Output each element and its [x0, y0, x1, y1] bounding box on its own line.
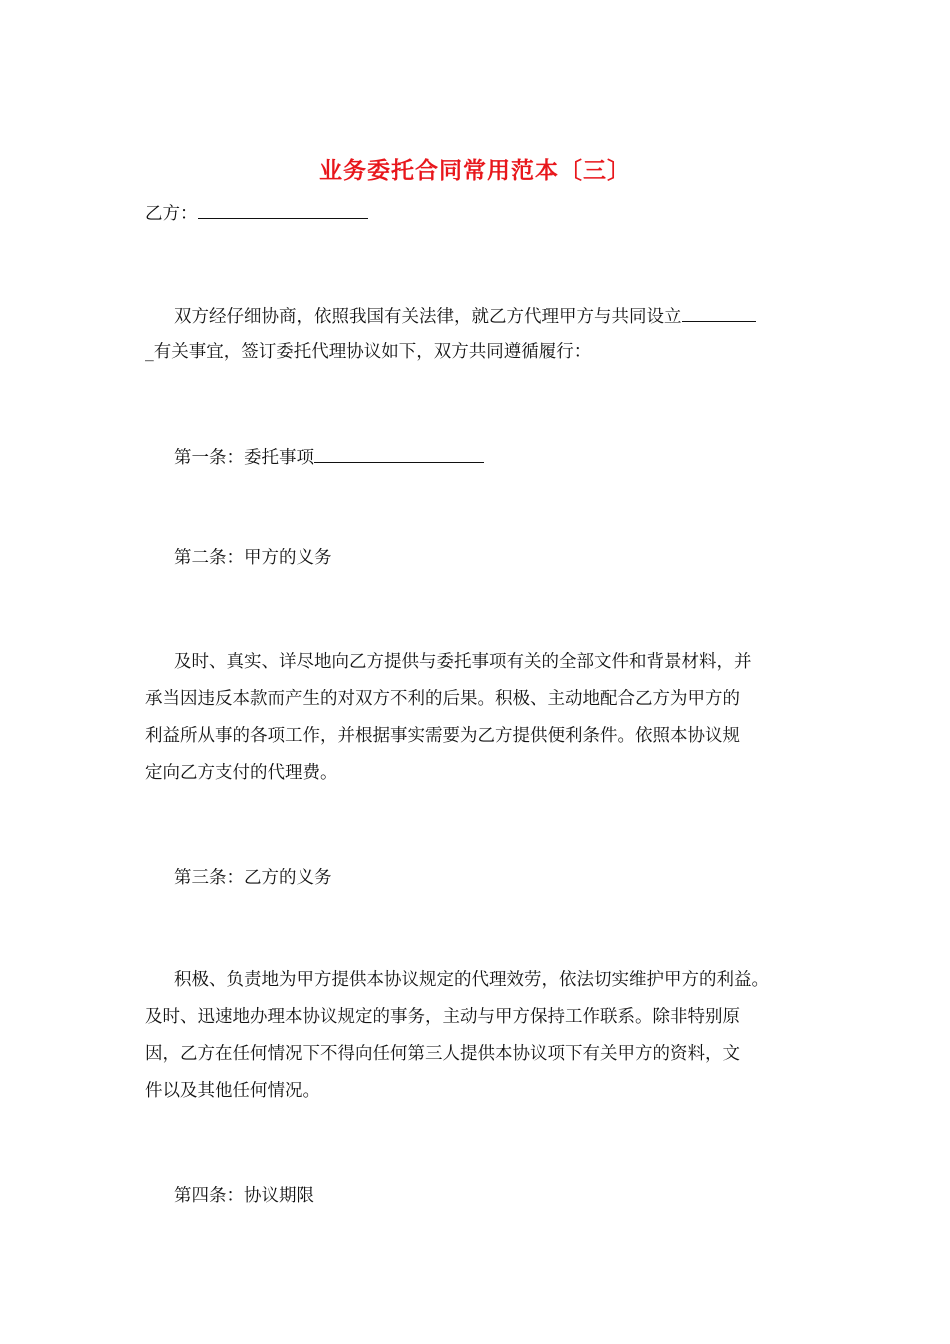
article-1-heading-line [174, 444, 484, 470]
article-2-line: 及时、真实、详尽地向乙方提供与委托事项有关的全部文件和背景材料，并 [174, 652, 752, 672]
intro-line-1 [174, 303, 756, 329]
article-2-line: 利益所从事的各项工作，并根据事实需要为乙方提供便利条件。依照本协议规 [145, 726, 740, 746]
article-1-heading: 第一条：委托事项 [174, 448, 314, 468]
article-3-heading: 第三条：乙方的义务 [174, 868, 332, 888]
article-3-line: 件以及其他任何情况。 [145, 1081, 320, 1101]
intro-line-2: _有关事宜，签订委托代理协议如下，双方共同遵循履行： [145, 342, 592, 362]
article-3-line: 积极、负责地为甲方提供本协议规定的代理效劳，依法切实维护甲方的利益。 [174, 970, 769, 990]
article-1-blank [314, 444, 484, 463]
article-2-line: 承当因违反本款而产生的对双方不利的后果。积极、主动地配合乙方为甲方的 [145, 689, 740, 709]
intro-text-1: 双方经仔细协商，依照我国有关法律，就乙方代理甲方与共同设立 [174, 307, 682, 327]
party-b-line [145, 200, 368, 226]
article-2-heading: 第二条：甲方的义务 [174, 548, 332, 568]
article-2-line: 定向乙方支付的代理费。 [145, 763, 338, 783]
article-3-line: 因，乙方在任何情况下不得向任何第三人提供本协议项下有关甲方的资料，文 [145, 1044, 740, 1064]
party-b-label: 乙方： [145, 204, 198, 224]
document-title: 业务委托合同常用范本〔三〕 [319, 157, 631, 184]
article-3-line: 及时、迅速地办理本协议规定的事务，主动与甲方保持工作联系。除非特别原 [145, 1007, 740, 1027]
party-b-blank [198, 200, 368, 219]
article-4-heading: 第四条：协议期限 [174, 1186, 314, 1206]
intro-blank [682, 303, 756, 322]
